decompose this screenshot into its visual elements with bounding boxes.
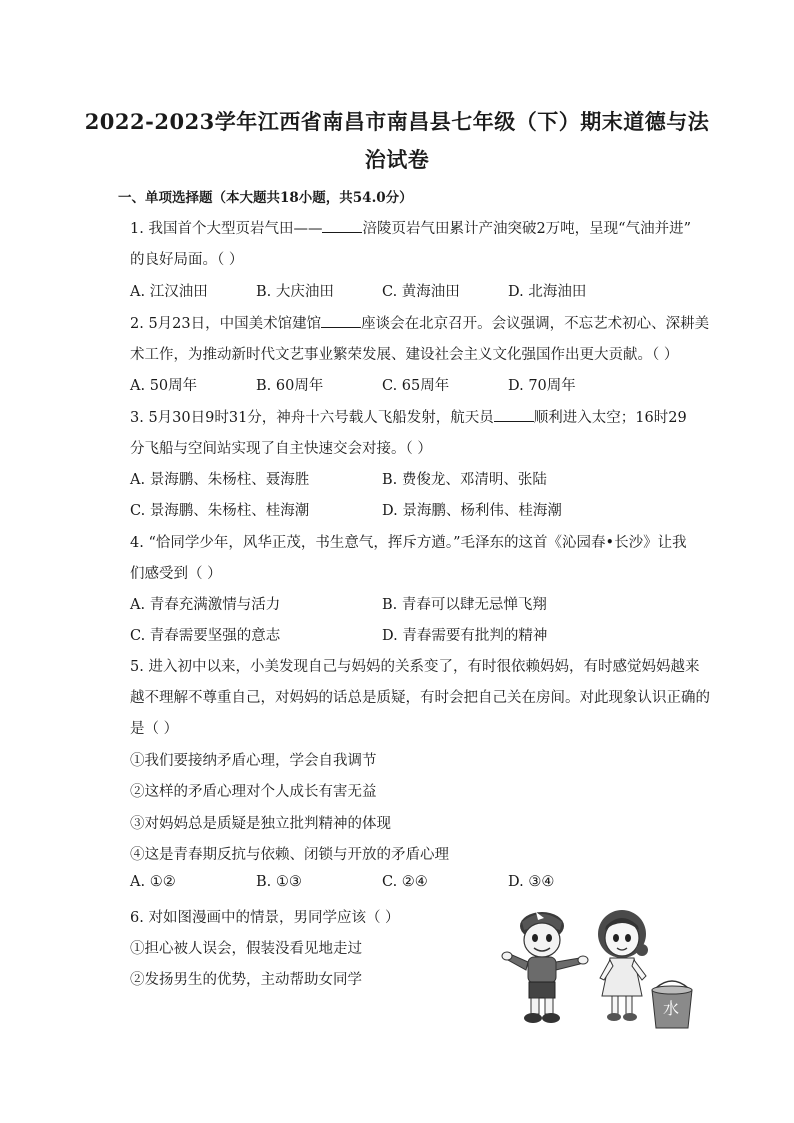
exam-title-line-1: 2022-2023学年江西省南昌市南昌县七年级（下）期末道德与法 bbox=[84, 109, 710, 134]
question-5-statement-3: ③对妈妈总是质疑是独立批判精神的体现 bbox=[130, 816, 391, 832]
question-1-option-b: B. 大庆油田 bbox=[256, 284, 334, 300]
question-4-option-d: D. 青春需要有批判的精神 bbox=[382, 628, 548, 644]
question-5-option-b: B. ①③ bbox=[256, 874, 302, 890]
question-2-option-d: D. 70周年 bbox=[508, 378, 576, 394]
question-5-line-3: 是（ ） bbox=[130, 721, 179, 737]
cartoon-illustration bbox=[500, 904, 696, 1030]
question-4-line-1: 4. “恰同学少年，风华正茂，书生意气，挥斥方遒。”毛泽东的这首《沁园春•长沙》让我 bbox=[130, 535, 687, 551]
question-3-line-2: 分飞船与空间站实现了自主快速交会对接。（ ） bbox=[130, 441, 432, 457]
question-4-option-b: B. 青春可以肆无忌惮飞翔 bbox=[382, 597, 547, 613]
water-bucket bbox=[652, 981, 692, 1028]
question-5-option-c: C. ②④ bbox=[382, 874, 428, 890]
section-heading: 一、单项选择题（本大题共18小题，共54.0分） bbox=[118, 190, 413, 206]
question-6-statement-2: ②发扬男生的优势，主动帮助女同学 bbox=[130, 972, 362, 988]
question-5-option-d: D. ③④ bbox=[508, 874, 555, 890]
question-2-option-c: C. 65周年 bbox=[382, 378, 450, 394]
question-5-statement-4: ④这是青春期反抗与依赖、闭锁与开放的矛盾心理 bbox=[130, 847, 449, 863]
question-5-statement-2: ②这样的矛盾心理对个人成长有害无益 bbox=[130, 784, 377, 800]
question-3-option-b: B. 费俊龙、邓清明、张陆 bbox=[382, 472, 547, 488]
question-1-line-2: 的良好局面。（ ） bbox=[130, 252, 244, 268]
question-4-option-a: A. 青春充满激情与活力 bbox=[130, 597, 281, 613]
question-6-line-1: 6. 对如图漫画中的情景，男同学应该（ ） bbox=[130, 910, 400, 926]
question-5-statement-1: ①我们要接纳矛盾心理，学会自我调节 bbox=[130, 753, 377, 769]
question-5-line-2: 越不理解不尊重自己，对妈妈的话总是质疑，有时会把自己关在房间。对此现象认识正确的 bbox=[130, 690, 710, 706]
question-2-option-b: B. 60周年 bbox=[256, 378, 324, 394]
question-2-line-2: 术工作，为推动新时代文艺事业繁荣发展、建设社会主义文化强国作出更大贡献。（ ） bbox=[130, 347, 679, 363]
question-1-option-d: D. 北海油田 bbox=[508, 284, 587, 300]
question-4-line-2: 们感受到（ ） bbox=[130, 566, 222, 582]
question-1-option-a: A. 江汉油田 bbox=[130, 284, 208, 300]
boy-figure bbox=[502, 912, 588, 1023]
bucket-label: 水 bbox=[663, 999, 680, 1018]
answer-blank bbox=[321, 315, 361, 328]
answer-blank bbox=[322, 220, 362, 233]
question-6-statement-1: ①担心被人误会，假装没看见地走过 bbox=[130, 941, 362, 957]
question-5-line-1: 5. 进入初中以来，小美发现自己与妈妈的关系变了，有时很依赖妈妈，有时感觉妈妈越来 bbox=[130, 659, 700, 675]
question-3-option-d: D. 景海鹏、杨利伟、桂海潮 bbox=[382, 503, 562, 519]
question-2-option-a: A. 50周年 bbox=[130, 378, 198, 394]
exam-title-line-2: 治试卷 bbox=[364, 147, 430, 172]
question-4-option-c: C. 青春需要坚强的意志 bbox=[130, 628, 281, 644]
question-3-option-a: A. 景海鹏、朱杨柱、聂海胜 bbox=[130, 472, 310, 488]
question-5-option-a: A. ①② bbox=[130, 874, 176, 890]
question-3-line-1: 3. 5月30日9时31分，神舟十六号载人飞船发射，航天员 顺利进入太空；16时29 bbox=[130, 410, 687, 426]
question-3-option-c: C. 景海鹏、朱杨柱、桂海潮 bbox=[130, 503, 310, 519]
answer-blank bbox=[494, 409, 534, 422]
question-1-line-1: 1. 我国首个大型页岩气田—— 涪陵页岩气田累计产油突破2万吨，呈现“气油并进” bbox=[130, 221, 692, 237]
question-2-line-1: 2. 5月23日，中国美术馆建馆 座谈会在北京召开。会议强调，不忘艺术初心、深耕美 bbox=[130, 316, 710, 332]
girl-figure bbox=[598, 910, 648, 1021]
question-1-option-c: C. 黄海油田 bbox=[382, 284, 460, 300]
